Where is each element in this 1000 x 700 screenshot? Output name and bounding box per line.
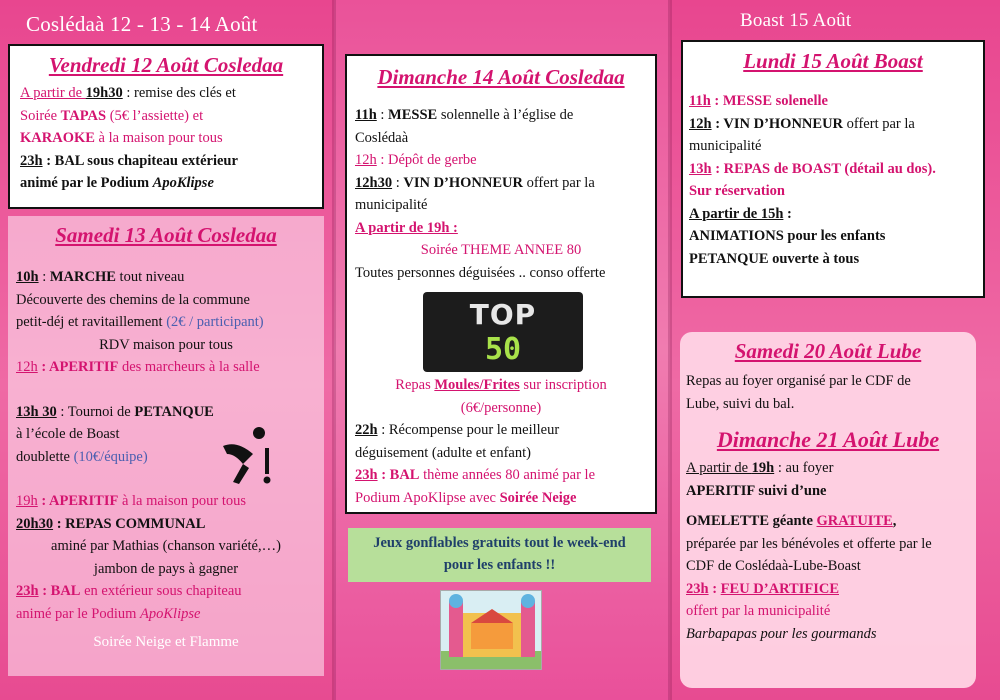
text: 12h [689, 115, 712, 132]
text: aminé par Mathias (chanson variété,…) [51, 538, 281, 554]
text: : MESSE solenelle [710, 93, 828, 109]
text: Sur réservation [689, 183, 785, 199]
text: 10h [16, 269, 39, 285]
text: , [892, 513, 897, 529]
text: 23h [16, 583, 39, 599]
text: Lube, suivi du bal. [686, 395, 795, 412]
text: 12h [355, 152, 377, 168]
text: Coslédaà [355, 129, 409, 146]
text: Podium ApoKlipse avec [355, 489, 500, 506]
text: petit-déj et ravitaillement [16, 314, 167, 330]
text: animé par le Podium [16, 605, 141, 622]
text: ApoKlipse [152, 175, 214, 191]
text: : VIN D’HONNEUR [711, 115, 844, 132]
text: TAPAS [60, 107, 107, 124]
text: Repas [395, 377, 435, 393]
text: : [708, 580, 721, 597]
text: ANIMATIONS pour les enfants [689, 228, 886, 244]
text: APERITIF suivi d’une [686, 482, 827, 499]
text: ApoKlipse [140, 605, 201, 622]
text: (5€ l’assiette) et [106, 107, 204, 124]
sunday14-box [345, 54, 657, 514]
friday-box [8, 44, 324, 209]
friday-title: Vendredi 12 Août Cosledaa [48, 53, 284, 77]
text: : Tournoi de [56, 403, 135, 420]
sun21-title: Dimanche 21 Août Lube [716, 427, 940, 452]
text: 19h [751, 460, 775, 476]
text: : APERITIF [37, 493, 119, 509]
text: à la maison pour tous [118, 493, 246, 509]
text: A partir de [686, 460, 752, 476]
text: : APERITIF [37, 359, 119, 375]
text: Moules/Frites [434, 377, 520, 393]
text: pour les enfants !! [443, 557, 556, 573]
petanque-player-icon [213, 424, 273, 486]
text: Soirée THEME ANNEE 80 [420, 242, 582, 258]
text: : au foyer [774, 460, 834, 476]
text: 12h30 [355, 174, 393, 191]
text: municipalité [689, 138, 762, 154]
text: 20h30 [16, 515, 54, 532]
text: solennelle à l’église de [437, 107, 574, 123]
text: : REPAS de BOAST (détail au dos). [711, 160, 936, 177]
top50-logo [423, 292, 583, 372]
monday-title: Lundi 15 Août Boast [743, 49, 923, 73]
right-header: Boast 15 Août [740, 10, 852, 31]
text: : remise des clés et [122, 85, 236, 101]
text: Soirée Neige [499, 489, 577, 506]
neige-flamme: Soirée Neige et Flamme [93, 634, 239, 650]
text: animé par le Podium [20, 175, 153, 191]
text: sur inscription [519, 377, 607, 393]
text: (6€/personne) [460, 399, 542, 416]
text: PETANQUE ouverte à tous [689, 250, 860, 267]
text: PETANQUE [134, 403, 214, 420]
text: Repas au foyer organisé par le CDF de [686, 373, 911, 389]
lube-box [680, 332, 976, 688]
text: 23h [20, 152, 43, 169]
text: : [376, 107, 389, 123]
text: Découverte des chemins de la commune [16, 291, 250, 308]
text: KARAOKE [20, 130, 95, 146]
text: A partir de [20, 85, 86, 101]
text: 12h [16, 359, 38, 375]
text: : BAL sous chapiteau extérieur [42, 152, 238, 169]
text: offert par la [843, 115, 915, 132]
text: tout niveau [115, 269, 185, 285]
text: RDV maison pour tous [99, 336, 233, 353]
sat20-title: Samedi 20 Août Lube [734, 339, 922, 363]
top50-logo-50: 50 [484, 332, 522, 367]
text: offert par la municipalité [686, 603, 831, 619]
text: (2€ / participant) [166, 314, 264, 330]
text: A partir de 19h : [355, 219, 458, 236]
text: : Dépôt de gerbe [376, 152, 477, 168]
top50-logo-top: TOP [469, 298, 537, 331]
text: CDF de Coslédaà-Lube-Boast [686, 558, 861, 574]
text: 23h [686, 580, 709, 597]
text: MARCHE [49, 269, 116, 285]
text: 13h 30 [16, 403, 57, 420]
text: GRATUITE [816, 513, 893, 529]
text: Toutes personnes déguisées .. conso offerte [355, 264, 606, 281]
text: 13h [689, 160, 712, 177]
text: : BAL [377, 467, 420, 483]
fold-line [332, 0, 336, 700]
text: : Récompense pour le meilleur [377, 422, 560, 438]
text: jambon de pays à gagner [93, 560, 239, 577]
text: A partir de 15h [689, 205, 784, 222]
text: 23h [355, 467, 378, 483]
bouncy-castle-icon [441, 591, 542, 670]
text: 19h30 [85, 85, 123, 101]
text: Soirée [20, 107, 61, 124]
text: : [38, 269, 50, 285]
text: doublette [16, 448, 74, 465]
text: municipalité [355, 197, 428, 213]
text: 19h [16, 493, 38, 509]
text: déguisement (adulte et enfant) [355, 444, 531, 461]
text: : REPAS COMMUNAL [53, 515, 206, 532]
text: Jeux gonflables gratuits tout le week-end [373, 535, 626, 551]
text: 22h [355, 422, 378, 438]
fold-line [668, 0, 672, 700]
text: MESSE [388, 107, 438, 123]
text: Barbapapas pour les gourmands [686, 625, 877, 642]
text: FEU D’ARTIFICE [720, 580, 839, 597]
saturday-title: Samedi 13 Août Cosledaa [55, 223, 277, 247]
bouncy-castle-image [440, 590, 542, 670]
left-header: Coslédaà 12 - 13 - 14 Août [26, 12, 258, 36]
text: thème années 80 animé par le [419, 467, 596, 483]
text: VIN D’HONNEUR [403, 174, 523, 191]
text: OMELETTE géante [686, 513, 817, 529]
text: à l’école de Boast [16, 426, 120, 442]
inflatable-games-banner [348, 528, 651, 582]
text: des marcheurs à la salle [118, 359, 260, 375]
text: : [392, 174, 404, 191]
text: : BAL [38, 583, 81, 599]
sunday14-title: Dimanche 14 Août Cosledaa [377, 65, 625, 89]
text: à la maison pour tous [94, 130, 223, 146]
text: 11h [689, 93, 711, 109]
text: 11h [355, 107, 377, 123]
text: en extérieur sous chapiteau [80, 583, 242, 599]
text: : [783, 205, 792, 222]
monday-box [681, 40, 985, 298]
text: préparée par les bénévoles et offerte par le [686, 535, 932, 552]
text: (10€/équipe) [73, 448, 148, 465]
text: offert par la [522, 174, 595, 191]
